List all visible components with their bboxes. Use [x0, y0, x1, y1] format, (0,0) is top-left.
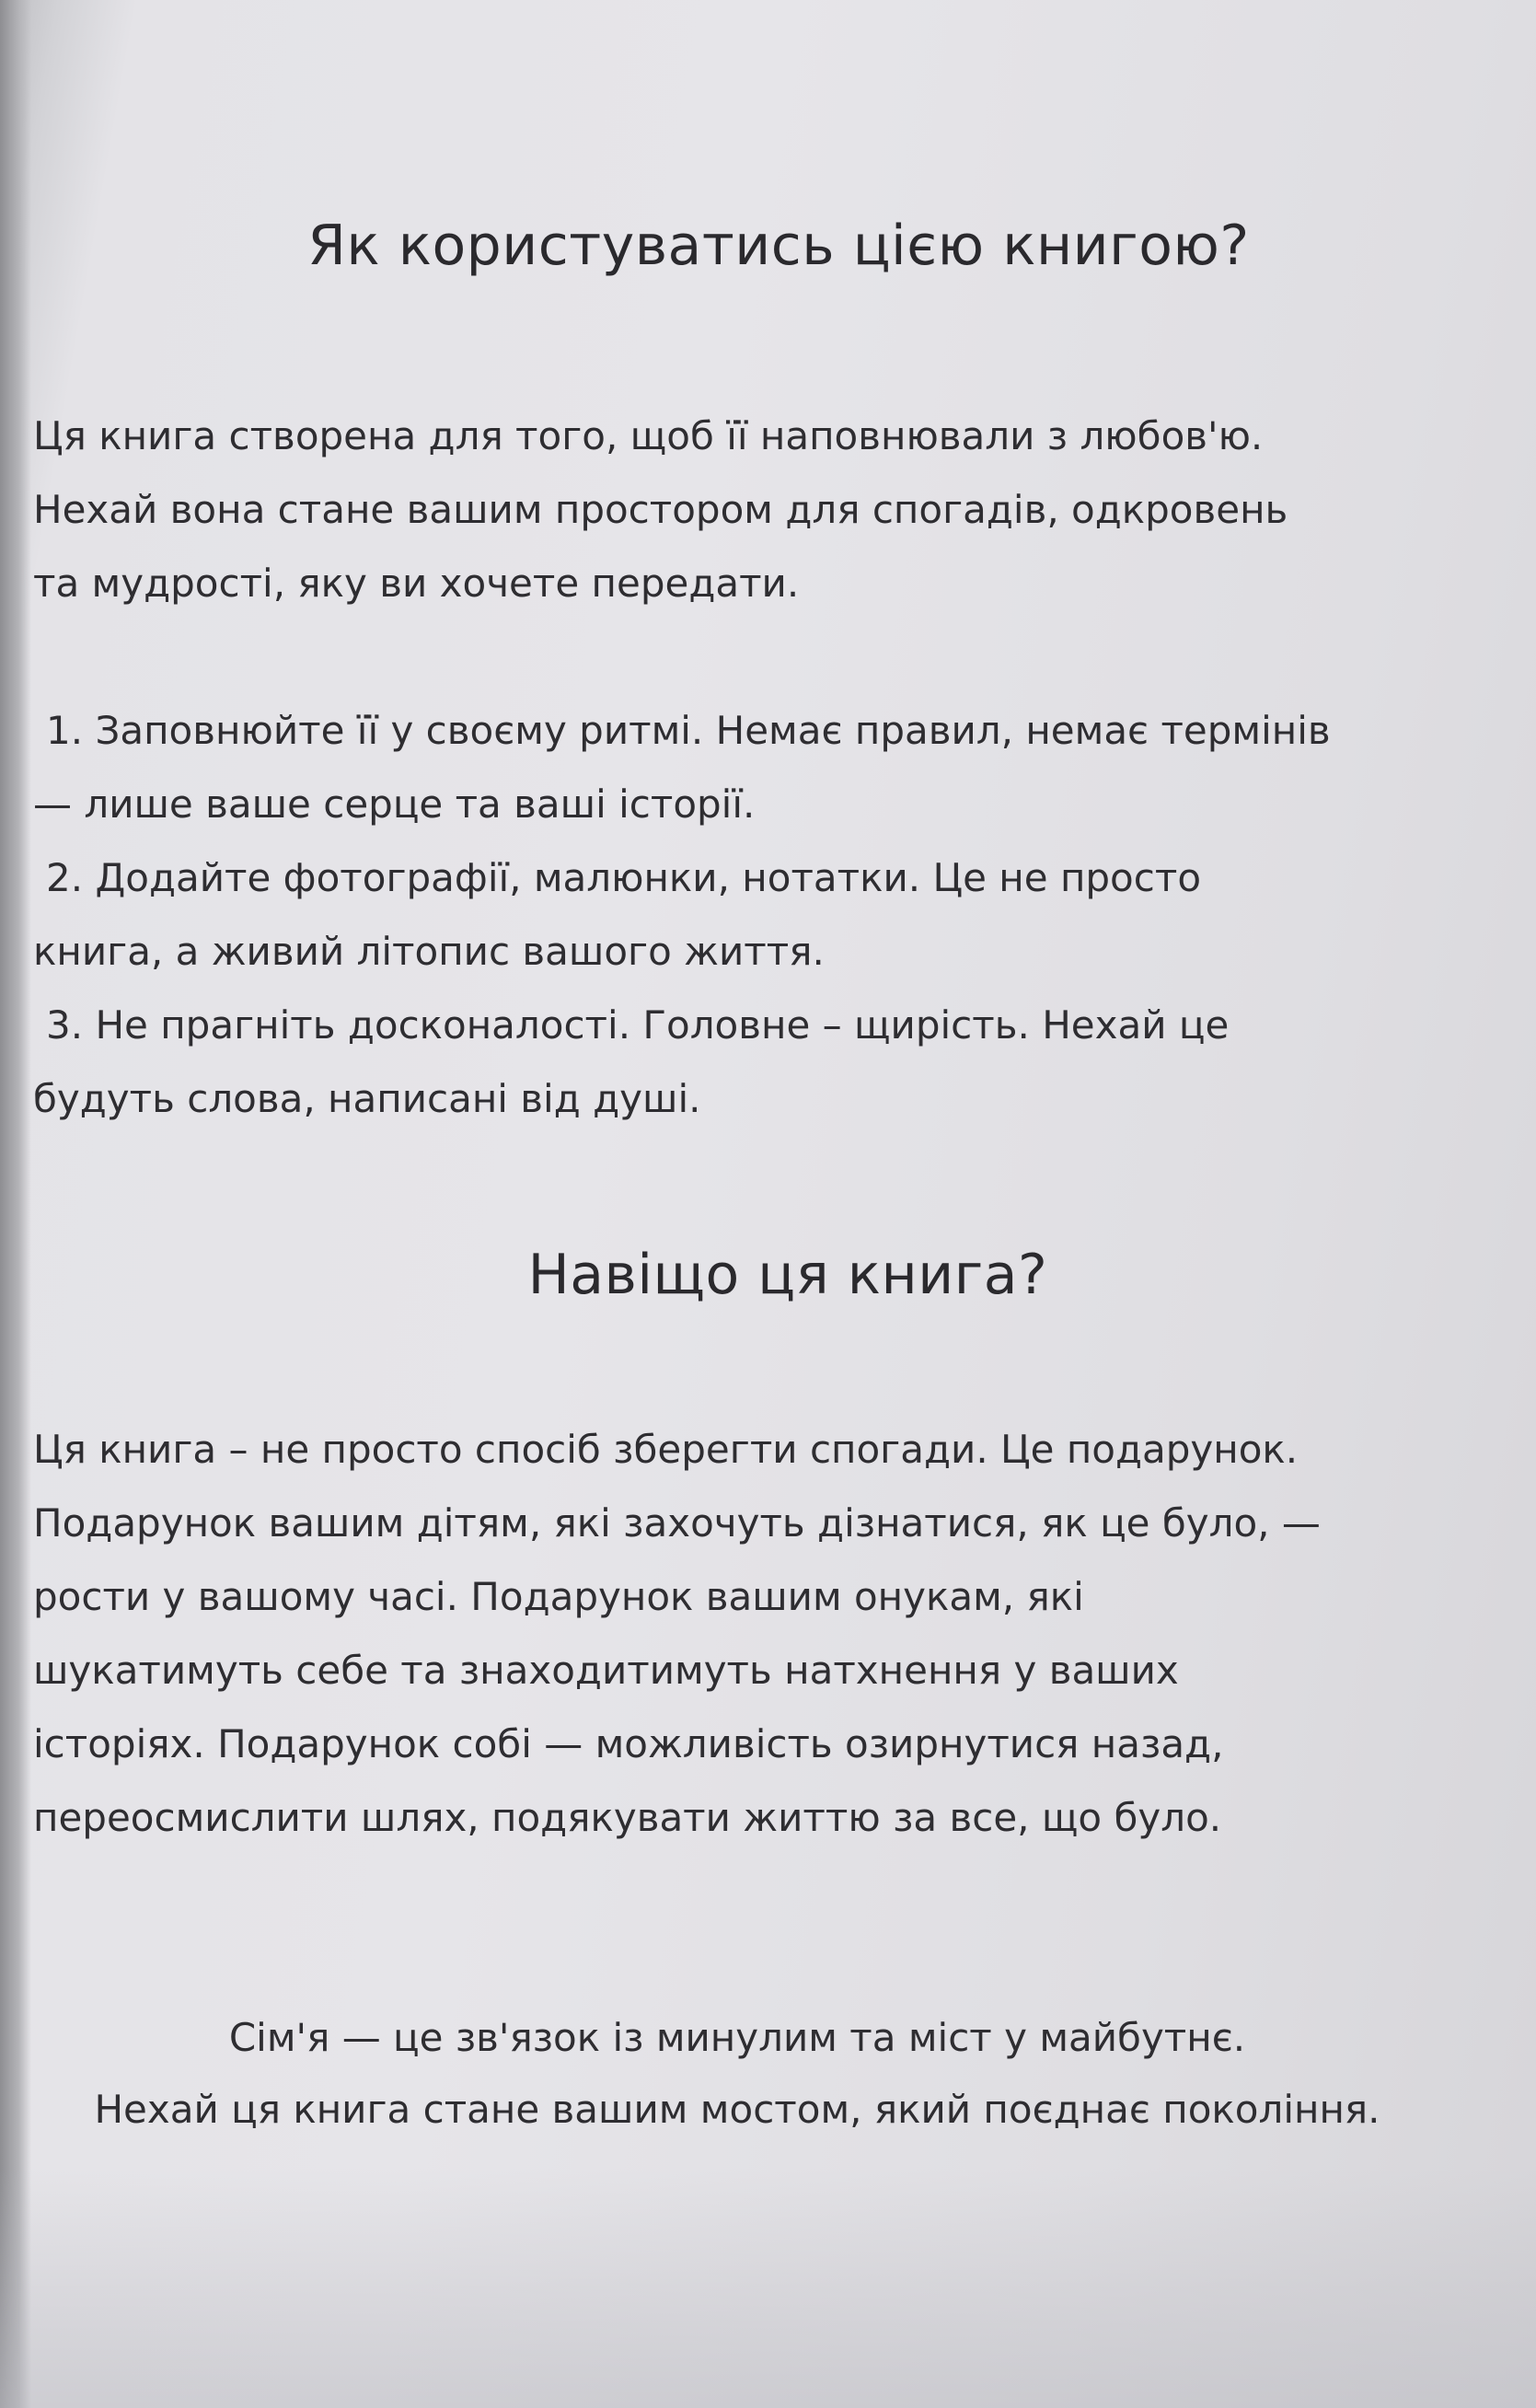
- closing-line: Сім'я — це зв'язок із минулим та міст у майбутнє.: [228, 2015, 1246, 2060]
- tip-text-continued: будуть слова, написані від душі.: [33, 1076, 701, 1121]
- tip-item-2: [33, 841, 1450, 989]
- tip-text-continued: — лише ваше серце та ваші історії.: [33, 781, 756, 827]
- section-title-how-to-use: Як користуватись цією книгою?: [307, 214, 1250, 278]
- why-paragraph: [33, 1413, 1450, 1855]
- closing-quote: [33, 2002, 1441, 2146]
- tip-text: Не прагніть досконалості. Головне – щирість. Нехай це: [95, 1002, 1230, 1048]
- book-page: [33, 0, 1469, 2408]
- intro-line: Нехай вона стане вашим простором для спогадів, одкровень: [33, 487, 1288, 532]
- why-line: історіях. Подарунок собі — можливість озирнутися назад,: [33, 1721, 1224, 1766]
- tip-number: 2.: [46, 855, 84, 900]
- why-line: Ця книга – не просто спосіб зберегти спогади. Це подарунок.: [33, 1427, 1299, 1472]
- why-line: рости у вашому часі. Подарунок вашим онукам, які: [33, 1574, 1084, 1619]
- tip-text-continued: книга, а живий літопис вашого життя.: [33, 929, 825, 974]
- tip-text: Додайте фотографії, малюнки, нотатки. Це не просто: [95, 855, 1202, 900]
- intro-line: Ця книга створена для того, щоб її наповнювали з любов'ю.: [33, 413, 1264, 458]
- tip-text: Заповнюйте її у своєму ритмі. Немає правил, немає термінів: [95, 708, 1331, 753]
- tip-item-1: [33, 694, 1450, 841]
- intro-paragraph: [33, 399, 1450, 620]
- why-line: Подарунок вашим дітям, які захочуть дізнатися, як це було, —: [33, 1500, 1321, 1546]
- book-spine-shadow: [0, 0, 31, 2408]
- section-title-why-this-book: Навіщо ця книга?: [527, 1243, 1048, 1307]
- tip-number: 3.: [46, 1002, 84, 1048]
- intro-line: та мудрості, яку ви хочете передати.: [33, 561, 800, 606]
- why-line: переосмислити шлях, подякувати життю за все, що було.: [33, 1795, 1222, 1840]
- tips-list: [33, 694, 1450, 1136]
- tip-number: 1.: [46, 708, 84, 753]
- closing-line: Нехай ця книга стане вашим мостом, який поєднає покоління.: [94, 2087, 1380, 2132]
- tip-item-3: [33, 989, 1450, 1136]
- why-line: шукатимуть себе та знаходитимуть натхнення у ваших: [33, 1648, 1179, 1693]
